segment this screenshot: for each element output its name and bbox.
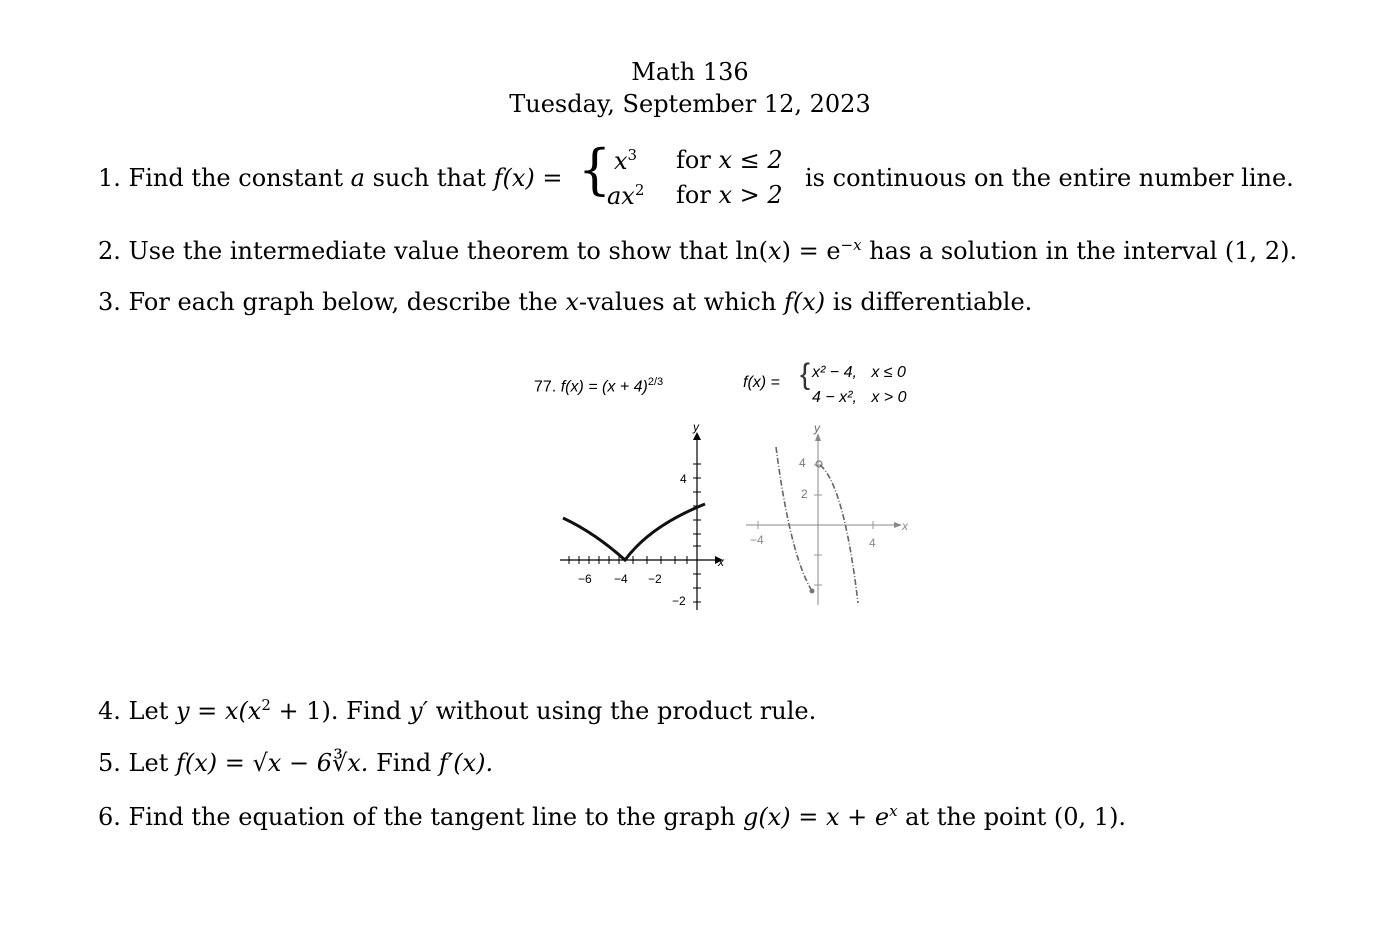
problem-text: For each graph below, describe the xyxy=(128,288,558,316)
problem-5 xyxy=(98,749,493,777)
problem-number: 1. xyxy=(98,164,121,192)
problem-text: has a solution in the interval (1, 2). xyxy=(869,237,1298,265)
closed-endpoint xyxy=(810,589,815,594)
right-branch-curve xyxy=(820,465,858,603)
problem-text: such that xyxy=(372,164,486,192)
math-var: x xyxy=(768,237,782,265)
graph-2-x-label: x xyxy=(902,519,908,533)
math-expr: f(x) = √x − 6∛x. xyxy=(175,749,369,777)
math-expr: g(x) = x + e xyxy=(742,803,890,831)
problem-text: -values at which xyxy=(578,288,777,316)
problem-3 xyxy=(98,288,1032,316)
cusp-curve xyxy=(563,504,705,560)
left-brace: { xyxy=(578,138,612,202)
graph-2-tick-y4: 4 xyxy=(799,456,806,470)
exercise-number: 77. xyxy=(534,378,557,396)
graph-1-tick-yneg2: −2 xyxy=(672,594,686,608)
graph-1-tick-x1: −6 xyxy=(578,572,592,586)
graph-exponent: 2/3 xyxy=(647,376,664,388)
problem-text: without using the product rule. xyxy=(435,697,817,725)
math-exp: x xyxy=(889,802,898,820)
problem-text: Find the equation of the tangent line to the graph xyxy=(128,803,736,831)
math-expr: ax xyxy=(607,182,635,210)
math-var: a xyxy=(350,164,365,192)
graph-2-case-2 xyxy=(812,389,907,407)
problem-number: 5. xyxy=(98,749,121,777)
date-line: Tuesday, September 12, 2023 xyxy=(509,90,871,118)
graph-2-tick-x4: 4 xyxy=(869,536,876,550)
graph-2-tick-xneg4: −4 xyxy=(750,533,764,547)
open-endpoint xyxy=(816,461,822,467)
problem-text: Use the intermediate value theorem to show that ln( xyxy=(128,237,769,265)
math-expr: y = x(x xyxy=(175,697,262,725)
graph-function: f(x) = (x + 4) xyxy=(560,378,648,396)
math-expr: ) = e xyxy=(781,237,841,265)
problem-text: Find the constant xyxy=(128,164,343,192)
graph-function: f(x) = xyxy=(743,374,780,391)
math-exp: 3 xyxy=(627,146,638,164)
graph-2-y-label: y xyxy=(814,421,820,435)
left-branch-curve xyxy=(776,447,812,591)
problem-number: 3. xyxy=(98,288,121,316)
x-axis-arrow xyxy=(894,522,902,528)
piecewise-cond-2 xyxy=(676,181,783,209)
graph-2-tick-y2: 2 xyxy=(801,487,808,501)
graph-1-y-label: y xyxy=(693,420,699,434)
graph-1 xyxy=(555,418,740,618)
graph-1-label xyxy=(534,376,663,396)
problem-6 xyxy=(98,802,1126,831)
math-expr: x > 2 xyxy=(718,181,783,209)
problem-text: Let xyxy=(128,697,169,725)
graph-1-tick-x2: −4 xyxy=(614,572,628,586)
piecewise-case-2 xyxy=(607,181,644,210)
math-var: y′ xyxy=(408,697,428,725)
problem-text: at the point (0, 1). xyxy=(905,803,1127,831)
math-expr: x ≤ 2 xyxy=(718,146,783,174)
math-exp: −x xyxy=(840,236,862,254)
problem-4 xyxy=(98,696,816,725)
case-cond: x > 0 xyxy=(871,389,907,406)
problem-number: 4. xyxy=(98,697,121,725)
case-cond: x ≤ 0 xyxy=(871,364,906,381)
math-exp: 2 xyxy=(261,696,271,714)
math-expr: x xyxy=(614,147,628,175)
course-title: Math 136 xyxy=(631,58,749,86)
graph-2-case-1 xyxy=(812,364,906,382)
math-exp: 2 xyxy=(634,181,645,199)
math-expr: f′(x). xyxy=(438,749,494,777)
graph-2-brace: { xyxy=(800,358,811,391)
piecewise-cond-1 xyxy=(676,146,783,174)
problem-text: Find xyxy=(376,749,432,777)
problem-text: Let xyxy=(128,749,169,777)
graph-1-x-label: x xyxy=(718,555,724,569)
problem-text: is differentiable. xyxy=(832,288,1033,316)
graph-2-fx-label xyxy=(743,374,780,392)
graph-1-tick-x3: −2 xyxy=(648,572,662,586)
graph-1-tick-y4: 4 xyxy=(680,472,687,486)
problem-text: Find xyxy=(346,697,402,725)
cond-text: for xyxy=(676,146,711,174)
math-var: x xyxy=(565,288,579,316)
case-expr: x² − 4, xyxy=(812,364,857,381)
math-expr: f(x) = xyxy=(493,164,563,192)
problem-1 xyxy=(98,164,562,192)
cond-text: for xyxy=(676,181,711,209)
math-expr: + 1). xyxy=(270,697,339,725)
problem-number: 6. xyxy=(98,803,121,831)
math-expr: f(x) xyxy=(783,288,826,316)
case-expr: 4 − x², xyxy=(812,389,857,406)
piecewise-case-1 xyxy=(614,146,637,175)
problem-2 xyxy=(98,236,1297,265)
graph-2 xyxy=(740,425,910,610)
problem-1-tail: is continuous on the entire number line. xyxy=(805,164,1294,192)
problem-number: 2. xyxy=(98,237,121,265)
